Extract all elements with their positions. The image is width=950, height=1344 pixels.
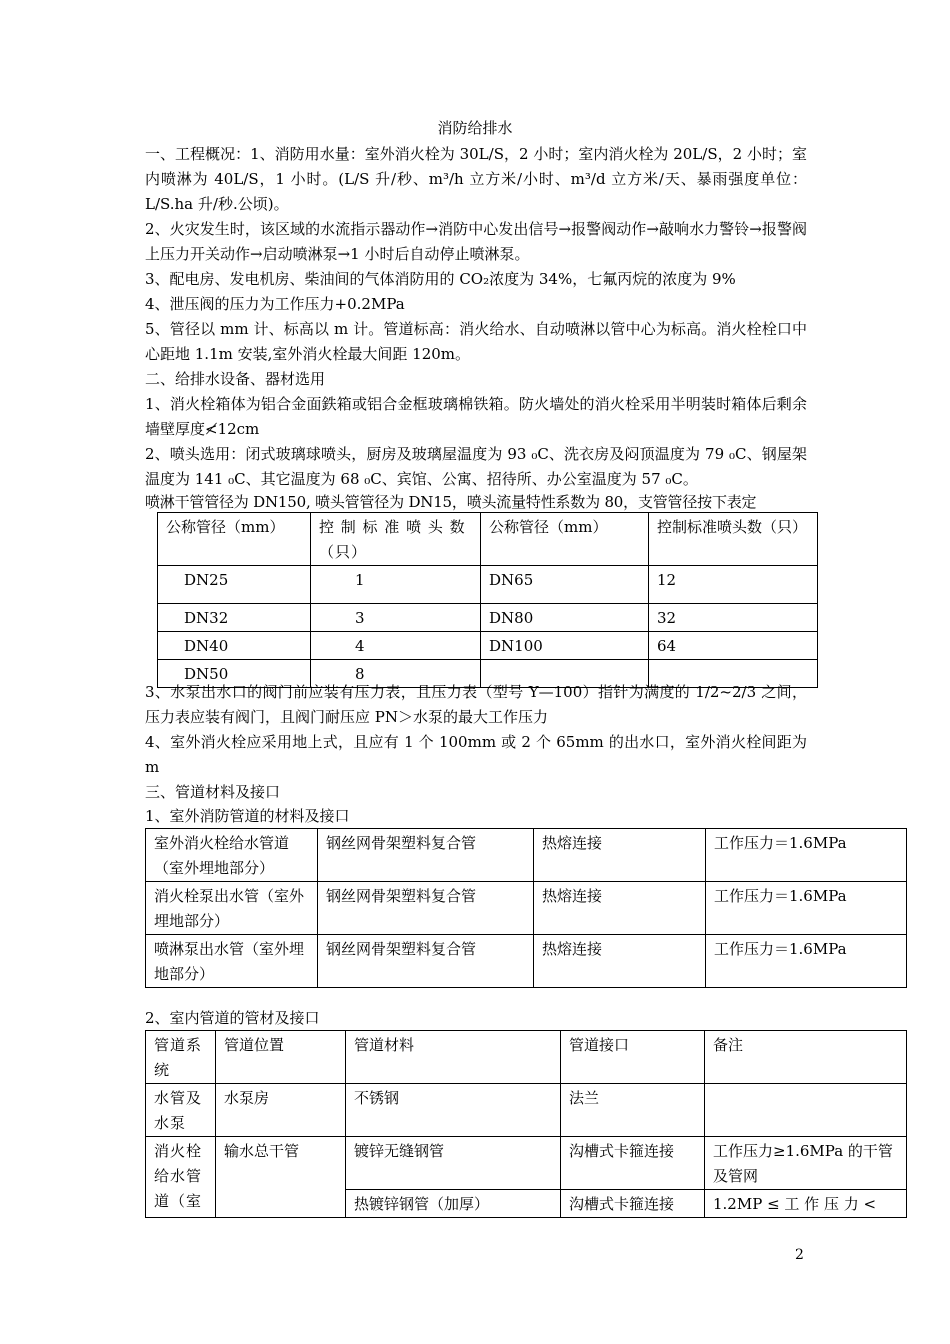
table-cell: 输水总干管 (216, 1137, 346, 1218)
table-cell: 室外消火栓给水管道（室外埋地部分） (146, 829, 318, 882)
table-cell: 工作压力＝1.6MPa (706, 829, 907, 882)
table-row (146, 935, 907, 988)
table-header-row (146, 1031, 907, 1084)
table-row (158, 566, 818, 604)
table-cell: 热镀锌钢管（加厚） (346, 1190, 561, 1218)
table-cell: 沟槽式卡箍连接 (561, 1137, 705, 1190)
table-cell (705, 1084, 907, 1137)
table-cell: DN100 (481, 632, 649, 660)
branch-pipe-table (157, 512, 818, 688)
table-cell: 热熔连接 (534, 829, 706, 882)
indoor-pipe-table (145, 1030, 907, 1218)
table-header-cell: 备注 (705, 1031, 907, 1084)
table-row (158, 604, 818, 632)
subsection-heading-outdoor: 1、室外消防管道的材料及接口 (145, 807, 350, 825)
table-cell: 1.2MP ≤ 工 作 压 力 < (705, 1190, 907, 1218)
table-cell: 工作压力＝1.6MPa (706, 882, 907, 935)
table-cell: 不锈钢 (346, 1084, 561, 1137)
subsection-heading-indoor: 2、室内管道的管材及接口 (145, 1009, 320, 1027)
paragraph-pressure-gauge: 3、水泵出水口的阀门前应装有压力表，且压力表（型号 Y—100）指针为满度的 1/2~2/3 之间，压力表应装有阀门，且阀门耐压应 PN＞水泵的最大工作压力 (145, 683, 807, 726)
table-cell: 3 (311, 604, 481, 632)
table-row (158, 632, 818, 660)
table-cell: 钢丝网骨架塑料复合管 (318, 882, 534, 935)
table-header-cell: 管道系统 (146, 1031, 216, 1084)
page-number: 2 (795, 1247, 804, 1263)
table-header-cell: 公称管径（mm） (158, 513, 311, 566)
table-cell: 8 (311, 660, 481, 688)
paragraph-overview: 一、工程概况：1、消防用水量：室外消火栓为 30L/S，2 小时；室内消火栓为 20L/S，2 小时；室内喷淋为 40L/S，1 小时。(L/S 升/秒、m³/h 立方米/小时、m³/d 立方米/天、暴雨强度单位：L/S.ha 升/秒.公顷)。 (145, 145, 807, 213)
table-row (146, 882, 907, 935)
page-title: 消防给排水 (437, 119, 513, 137)
table-header-cell: 管道位置 (216, 1031, 346, 1084)
table-cell: DN25 (158, 566, 311, 604)
table-cell: 水管及水泵 (146, 1084, 216, 1137)
table-row (146, 1137, 907, 1190)
paragraph-sprinkler-pipe: 喷淋干管管径为 DN150, 喷头管管径为 DN15，喷头流量特性系数为 80，支管管径按下表定 (145, 493, 757, 511)
table-header-cell: 控制标准喷头数（只） (649, 513, 818, 566)
table-row (146, 829, 907, 882)
paragraph-gas-extinguishing: 3、配电房、发电机房、柴油间的气体消防用的 CO₂浓度为 34%，七氟丙烷的浓度为 9% (145, 270, 736, 288)
table-cell: 工作压力＝1.6MPa (706, 935, 907, 988)
table-header-cell: 管道材料 (346, 1031, 561, 1084)
table-cell: 钢丝网骨架塑料复合管 (318, 829, 534, 882)
table-header-cell: 公称管径（mm） (481, 513, 649, 566)
table-cell: 热熔连接 (534, 935, 706, 988)
paragraph-fire-sequence: 2、火灾发生时，该区域的水流指示器动作→消防中心发出信号→报警阀动作→敲响水力警铃→报警阀上压力开关动作→启动喷淋泵→1 小时后自动停止喷淋泵。 (145, 220, 807, 263)
paragraph-outdoor-hydrant: 4、室外消火栓应采用地上式，且应有 1 个 100mm 或 2 个 65mm 的出水口，室外消火栓间距为 m (145, 733, 807, 776)
table-cell: 工作压力≥1.6MPa 的干管及管网 (705, 1137, 907, 1190)
table-cell: 水泵房 (216, 1084, 346, 1137)
table-cell: 64 (649, 632, 818, 660)
table-cell: 沟槽式卡箍连接 (561, 1190, 705, 1218)
table-cell: 喷淋泵出水管（室外埋地部分） (146, 935, 318, 988)
table-cell: 法兰 (561, 1084, 705, 1137)
table-cell: DN40 (158, 632, 311, 660)
table-cell: 消火栓泵出水管（室外埋地部分） (146, 882, 318, 935)
table-cell: 热熔连接 (534, 882, 706, 935)
table-header-row (158, 513, 818, 566)
table-cell: 镀锌无缝钢管 (346, 1137, 561, 1190)
table-cell: 4 (311, 632, 481, 660)
table-cell: DN80 (481, 604, 649, 632)
paragraph-pipe-units: 5、管径以 mm 计、标高以 m 计。管道标高：消火给水、自动喷淋以管中心为标高。消火栓栓口中心距地 1.1m 安装,室外消火栓最大间距 120m。 (145, 320, 807, 363)
table-cell: DN50 (158, 660, 311, 688)
table-cell: 32 (649, 604, 818, 632)
table-cell: 12 (649, 566, 818, 604)
table-cell: DN32 (158, 604, 311, 632)
table-header-cell: 控 制 标 准 喷 头 数（只） (311, 513, 481, 566)
outdoor-pipe-table (145, 828, 907, 988)
paragraph-sprinkler-heads: 2、喷头选用：闭式玻璃球喷头，厨房及玻璃屋温度为 93 ₀C、洗衣房及闷顶温度为 79 ₀C、钢屋架温度为 141 ₀C、其它温度为 68 ₀C、宾馆、公寓、招待所、办公室温度为 57 ₀C。 (145, 445, 807, 488)
section-heading-pipe-materials: 三、管道材料及接口 (145, 783, 281, 801)
paragraph-relief-valve: 4、泄压阀的压力为工作压力+0.2MPa (145, 295, 405, 313)
table-row (146, 1084, 907, 1137)
table-cell: 消火栓给水管道（室 (146, 1137, 216, 1218)
section-heading-equipment: 二、给排水设备、器材选用 (145, 370, 326, 388)
table-header-cell: 管道接口 (561, 1031, 705, 1084)
paragraph-hydrant-box: 1、消火栓箱体为铝合金面鉄箱或铝合金框玻璃棉铁箱。防火墙处的消火栓采用半明装时箱体后剩余墙壁厚度≮12cm (145, 395, 807, 438)
table-cell: 钢丝网骨架塑料复合管 (318, 935, 534, 988)
table-cell: 1 (311, 566, 481, 604)
table-cell: DN65 (481, 566, 649, 604)
